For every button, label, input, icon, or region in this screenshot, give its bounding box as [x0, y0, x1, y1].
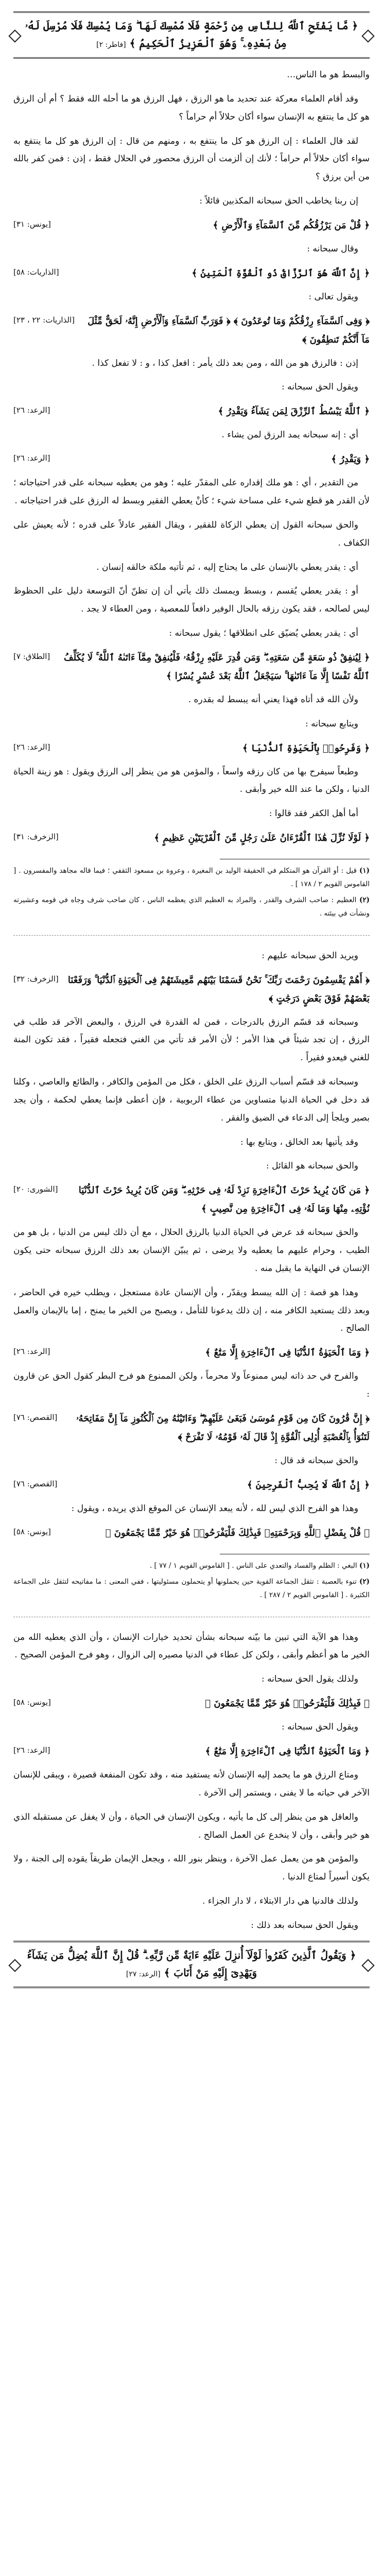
- quran-verse: [13, 216, 370, 235]
- quran-verse: [13, 1694, 370, 1713]
- paragraph: والمؤمن هو من يعمل عمل الآخرة ، وينظر بنور الله ، ويجعل الإيمان طريقاً يقوده إلى الجنة ، ولا يكون أسيراً لمتاع الدنيا .: [13, 1854, 370, 1883]
- verse-ref: [الطلاق: ٧]: [13, 651, 50, 661]
- paragraph: وسبحانه قد قسّم أسباب الرزق على الخلق ، فكل من المؤمن والكافر ، والطائع والعاصي ، وكلنا قد دخل في الحياة الدنيا متساوين من عطاء الربوبية ، فإن أعطى فإنما يعطي لحكمة ، وأن يجد بصير ويلجأ إلى الدعاء في الضيق والفقر .: [13, 1077, 370, 1123]
- paragraph: وقد يأتيها بعد الخالق ، ويتابع بها :: [240, 1137, 358, 1147]
- footnote: [13, 1575, 370, 1602]
- verse-ref: [القصص: ٧٦]: [13, 1479, 58, 1488]
- footnote-number: (٢): [359, 1578, 370, 1586]
- verse-text: ﴿ لِيُنفِقْ ذُو سَعَةٍ مِّن سَعَتِهِۦ ۖ وَمَن قُدِرَ عَلَيْهِ رِزْقُهُۥ فَلْيُنفِقْ مِمَّآ ءَاتَىٰهُ ٱللَّهُ ۚ لَا يُكَلِّفُ ٱللَّهُ نَفْسًا إِلَّا مَآ ءَاتَىٰهَا ۚ سَيَجْعَلُ ٱللَّهُ بَعْدَ عُسْرٍ يُسْرًا ﴾: [64, 652, 370, 682]
- paragraph: لقد قال العلماء : إن الرزق هو كل ما ينتفع به ، ومنهم من قال : إن الرزق هو كل ما ينتفع به سواء أكان حلالاً أم حراماً ؛ لأنك إن ألزمت أن الرزق محصور في الحلال فقط ، إذن : فمن كفر بالله من أين يرزق ؟: [13, 135, 370, 182]
- quran-verse: [13, 1742, 370, 1761]
- paragraph: ويقول الحق سبحانه :: [281, 1722, 358, 1733]
- paragraph: والبسط هو ما الناس…: [287, 70, 370, 80]
- paragraph: ويقول الحق سبحانه بعد ذلك :: [251, 1920, 358, 1930]
- paragraph: ويقول الحق سبحانه :: [281, 382, 358, 393]
- quran-verse: [13, 739, 370, 758]
- paragraph: أي : يقدر يعطي بالإنسان على ما يحتاج إليه ، ثم تأتيه ملكة خالقه إنسان .: [96, 562, 358, 572]
- quran-verse: [13, 450, 370, 469]
- verse-text: ﴿ إِنَّ ٱللَّهَ هُوَ ٱلرَّزَّاقُ ذُو ٱلْقُوَّةِ ٱلْمَتِينُ ﴾: [192, 267, 370, 279]
- verse-text: ﴿ وَمَا ٱلْحَيَوٰةُ ٱلدُّنْيَا فِى ٱلْءَاخِرَةِ إِلَّا مَتَٰعٌ ﴾: [205, 1745, 370, 1757]
- paragraph: أي : إنه سبحانه يمد الرزق لمن يشاء .: [221, 430, 358, 440]
- paragraph: إذن : فالرزق هو من الله ، ومن بعد ذلك يأمر : افعل كذا ، و : لا تفعل كذا .: [92, 358, 358, 368]
- verse-banner-bottom: [13, 1941, 370, 1988]
- verse-text: ﴿ وَيَقْدِرُ ﴾: [331, 454, 370, 465]
- verse-ref: [الذاريات: ٥٨]: [13, 267, 59, 277]
- verse-text: ﴿ لَوْلَا نُزِّلَ هَٰذَا ٱلْقُرْءَانُ عَلَىٰ رَجُلٍ مِّنَ ٱلْقَرْيَتَيْنِ عَظِيمٍ ﴾: [154, 833, 370, 844]
- quran-verse: [13, 649, 370, 686]
- quran-verse: [13, 312, 370, 349]
- quran-verse: [13, 402, 370, 421]
- verse-ref: [الرعد: ٢٦]: [13, 1347, 50, 1357]
- verse-text: ﴿ مَن كَانَ يُرِيدُ حَرْثَ ٱلْءَاخِرَةِ نَزِدْ لَهُۥ فِى حَرْثِهِۦ ۖ وَمَن كَانَ يُرِيدُ حَرْثَ ٱلدُّنْيَا نُؤْتِهِۦ مِنْهَا وَمَا لَهُۥ فِى ٱلْءَاخِرَةِ مِن نَّصِيبٍ ﴾: [78, 1185, 370, 1215]
- paragraph: وهذا هو الآية التي تبين ما بيّنه سبحانه بشأن تحديد خيارات الإنسان ، وأن الذي يعطيه الله من الخير ما هو أعظم وأبقى ، ولكن كل عطاء في الدنيا مصيره إلى الزوال ، وهو فرح المؤمن الصحيح .: [13, 1632, 370, 1660]
- footnote: [13, 865, 370, 891]
- paragraph: وهذا هو الفرح الذي ليس لله ، لأنه يبعد الإنسان عن الموقع الذي يريده ، ويقول :: [71, 1503, 358, 1514]
- verse-ref: [الرعد: ٢٦]: [13, 1745, 50, 1755]
- paragraph: وقد أقام العلماء معركة عند تحديد ما هو الرزق ، فهل الرزق هو ما أحله الله فقط ؟ أم أن الرزق هو كل ما ينتفع به الإنسان سواء أكان حلالاً أم حراماً ؟: [13, 93, 370, 122]
- paragraph: والعاقل هو من ينظر إلى كل ما يأتيه ، ويكون الإنسان في الحياة ، وأن لا يغفل عن مستقبله الذي هو خير وأبقى ، وأن لا ينخدع عن العمل الصالح .: [13, 1811, 370, 1840]
- footnote-text: البغي : الظلم والفساد والتعدي على الناس . [ القاموس القويم ١ / ٧٧ ] .: [149, 1561, 357, 1570]
- quran-verse: [13, 1181, 370, 1218]
- quran-verse: [13, 264, 370, 283]
- banner-verse-text: ﴿ مَّا يَفْتَحِ ٱللَّهُ لِلنَّاسِ مِن رَّحْمَةٍ فَلَا مُمْسِكَ لَهَا ۖ وَمَا يُمْسِكْ فَلَا مُرْسِلَ لَهُۥ مِنۢ بَعْدِهِۦ ۚ وَهُوَ ٱلْعَزِيزُ ٱلْحَكِيمُ ﴾: [25, 20, 358, 49]
- banner-verse-ref: [الرعد: ٢٧]: [126, 1970, 161, 1978]
- paragraph: والحق سبحانه القول إن يعطي الزكاة للفقير ، ويقال الفقير عادلاً على قدره ؛ لأنه يعيش على الكفاف .: [13, 519, 370, 548]
- verse-ref: [الرعد: ٢٦]: [13, 453, 50, 463]
- verse-banner-top: [13, 11, 370, 59]
- verse-text: ﴿ أَهُمْ يَقْسِمُونَ رَحْمَتَ رَبِّكَ ۚ نَحْنُ قَسَمْنَا بَيْنَهُم مَّعِيشَتَهُمْ فِى ٱلْحَيَوٰةِ ٱلدُّنْيَا ۚ وَرَفَعْنَا بَعْضَهُمْ فَوْقَ بَعْضٍ دَرَجَٰتٍ ﴾: [67, 974, 370, 1004]
- verse-ref: [الزخرف: ٣٢]: [13, 974, 59, 984]
- paragraph: ولذلك يقول الحق سبحانه :: [261, 1674, 358, 1685]
- footnote-number: (١): [359, 1561, 370, 1570]
- paragraph: إن ربنا يخاطب الحق سبحانه المكذبين قائلاً :: [199, 196, 358, 207]
- quran-verse: [13, 1524, 370, 1543]
- verse-text: ﴿ إِنَّ قَٰرُونَ كَانَ مِن قَوْمِ مُوسَىٰ فَبَغَىٰ عَلَيْهِمْ ۖ وَءَاتَيْنَٰهُ مِنَ ٱلْكُنُوزِ مَآ إِنَّ مَفَاتِحَهُۥ لَتَنُوٓأُ بِٱلْعُصْبَةِ أُو۟لِى ٱلْقُوَّةِ إِذْ قَالَ لَهُۥ قَوْمُهُۥ لَا تَفْرَحْ ﴾: [76, 1413, 370, 1443]
- paragraph: ويقول تعالى :: [308, 291, 358, 302]
- quran-verse: [13, 1410, 370, 1447]
- verse-text: ﴿ فَبِذَٰلِكَ فَلْيَفْرَحُوا۟ هُوَ خَيْرٌ مِّمَّا يَجْمَعُونَ ﴾: [205, 1698, 370, 1709]
- verse-text: ﴿ قُلْ مَن يَرْزُقُكُم مِّنَ ٱلسَّمَآءِ وَٱلْأَرْضِ ﴾: [213, 219, 370, 231]
- paragraph: أما أهل الكفر فقد قالوا :: [269, 808, 358, 819]
- footnote-number: (١): [359, 867, 370, 875]
- banner-verse-text: ﴿ وَيَقُولُ ٱلَّذِينَ كَفَرُوا۟ لَوْلَآ أُنزِلَ عَلَيْهِ ءَايَةٌ مِّن رَّبِّهِۦ ۗ قُلْ إِنَّ ٱللَّهَ يُضِلُّ مَن يَشَآءُ وَيَهْدِىٓ إِلَيْهِ مَنْ أَنَابَ ﴾: [27, 1948, 356, 1979]
- paragraph: من التقدير ، أي : هو ملك إقداره على المقدّر عليه ؛ وهو من يعطيه سبحانه على قدر احتياجاته ؛ لأن القدر هو قطع شيء على مساحة شيء ؛ كأنْ يعطي الفقير وبسط له الرزق على قدر احتياجاته .: [13, 478, 370, 506]
- verse-ref: [الزخرف: ٣١]: [13, 832, 59, 842]
- quran-verse: [13, 829, 370, 848]
- banner-verse-ref: [فاطر: ٢]: [96, 41, 126, 49]
- verse-ref: [الشورى: ٢٠]: [13, 1184, 58, 1194]
- paragraph: أو : يقدر يعطي يُقسم ، وبسط ويمسك ذلك يأتي أن إن تظنّ أنّ التوسعة دليل على الحظوظ ليس لصالحه ، فقد يكون رزقه بالحال الوفير دافعاً للمعصية ، ومن العطاء لا يجد .: [13, 586, 370, 615]
- verse-ref: [يونس: ٣١]: [13, 219, 51, 229]
- footnote: [13, 894, 370, 920]
- verse-ref: [القصص: ٧٦]: [13, 1413, 58, 1422]
- quran-verse: [13, 1344, 370, 1362]
- quran-verse: [13, 971, 370, 1008]
- verse-text: ﴿ قُلْ بِفَضْلِ ٱللَّهِ وَبِرَحْمَتِهِۦ فَبِذَٰلِكَ فَلْيَفْرَحُوا۟ هُوَ خَيْرٌ مِّمَّا يَجْمَعُونَ ﴾: [105, 1527, 370, 1538]
- footnote-text: العظيم : صاحب الشرف والقدر ، والمراد به العظيم الذي يعظمه الناس ، كان صاحب شرف وجاه في قومه وعشيرته ونشأت في بيئته .: [13, 896, 370, 918]
- verse-text: ﴿ ٱللَّهُ يَبْسُطُ ٱلرِّزْقَ لِمَن يَشَآءُ وَيَقْدِرُ ﴾: [218, 406, 370, 417]
- verse-ref: [يونس: ٥٨]: [13, 1698, 51, 1707]
- paragraph: وسبحانه قد قسّم الرزق بالدرجات ، فمن له القدرة في الرزق ، والبعض الآخر قد طلب في الرزق ، إن تجد شيئاً في هذا الأمر ؛ لأن الأمر قد تأتي من الغني فتجعله فقيراً ، فقد تكون المنة للغني فيعدو فقيراً .: [13, 1016, 370, 1063]
- paragraph: والحق سبحانه قد قال :: [274, 1455, 358, 1466]
- verse-ref: [الرعد: ٢٦]: [13, 405, 50, 415]
- paragraph: والحق سبحانه قد عرض في الحياة الدنيا بالرزق الحلال ، مع أن ذلك ليس من الدنيا ، بل هو من الطيب ، وحرام عليهم ما يعطيه ولا يرضى ، ثم يبيّن الإنسان بعد ذلك الرزق سبحانه حتى يكون الإنسان في النهاية ما يقبل منه .: [13, 1227, 370, 1274]
- paragraph: وطبعاً سيفرح بها من كان رزقه واسعاً ، والمؤمن هو من ينظر إلى الرزق ويقول : هو زينة الحياة الدنيا ، ولكن ما عند الله خير وأبقى .: [13, 766, 370, 795]
- footnote-text: تنوء بالعصبة : تثقل الجماعة القوية حين يحملونها أو يتحملون مسئوليتها ، ففي المعنى : ما مفاتيحه لتثقل على الجماعة الكثيرة . [ القاموس القويم ٢ / ٢٨٧ ] .: [13, 1578, 370, 1599]
- verse-ref: [الرعد: ٢٦]: [13, 742, 50, 752]
- paragraph: ولأن الله قد أتاه فهذا يعني أنه يبسط له بقدره .: [188, 694, 358, 705]
- page-separator: [13, 935, 370, 936]
- verse-text: ﴿ وَفَرِحُوا۟ بِٱلْحَيَوٰةِ ٱلدُّنْيَا ﴾: [242, 742, 370, 754]
- paragraph: وقال سبحانه :: [307, 243, 358, 254]
- quran-verse: [13, 1476, 370, 1495]
- footnote: [13, 1560, 370, 1573]
- verse-text: ﴿ إِنَّ ٱللَّهَ لَا يُحِبُّ ٱلْفَرِحِينَ ﴾: [247, 1479, 370, 1490]
- paragraph: ولذلك فالدنيا هي دار الابتلاء ، لا دار الجزاء .: [202, 1896, 358, 1907]
- paragraph: ويتابع سبحانه :: [305, 718, 358, 729]
- footnote-text: قيل : أو القرآن هو المتكلم في الحقيقة الوليد بن المغيرة ، وعروة بن مسعود الثقفي ؛ فيما قاله مجاهد والمفسرون . [ القاموس القويم ٢ / ١٧٨ ] .: [13, 867, 370, 888]
- paragraph: أي : يقدر يعطي يُضيّق على انطلاقها ؛ يقول سبحانه :: [169, 628, 358, 639]
- footnote-number: (٢): [359, 896, 370, 905]
- paragraph: وهذا هو قصة : إن الله يبسط ويقدّر ، وأن الإنسان عادة مستعجل ، ويطلب خيره في الحاضر ، وبعد ذلك يستعيد الكافر منه ، إن ذلك يدعونا للتأمل ، ويصبح من الخير ما يمنح ، إما بالإيمان والعمل الصالح .: [13, 1287, 370, 1334]
- paragraph: ومتاع الرزق هو ما يحمد إليه الإنسان لأنه يستفيد منه ، وقد تكون المنفعة قصيرة ، ويبقى للإنسان الآخر في حياته ما لا يفنى ، ويستمر إلى الآخرة .: [13, 1769, 370, 1798]
- verse-text: ﴿ وَفِى ٱلسَّمَآءِ رِزْقُكُمْ وَمَا تُوعَدُونَ ﴾ ﴿ فَوَرَبِّ ٱلسَّمَآءِ وَٱلْأَرْضِ إِنَّهُۥ لَحَقٌّ مِّثْلَ مَآ أَنَّكُمْ تَنطِقُونَ ﴾: [88, 315, 370, 345]
- verse-ref: [الذاريات: ٢٢ ، ٢٣]: [13, 315, 75, 325]
- paragraph: والحق سبحانه هو القائل :: [266, 1161, 358, 1172]
- verse-ref: [يونس: ٥٨]: [13, 1527, 51, 1536]
- paragraph: والفرح في حد ذاته ليس ممنوعاً ولا محرماً ، ولكن الممنوع هو فرح البطر كقول الحق عن قارون :: [13, 1371, 370, 1400]
- paragraph: ويريد الحق سبحانه عليهم :: [262, 950, 358, 961]
- verse-text: ﴿ وَمَا ٱلْحَيَوٰةُ ٱلدُّنْيَا فِى ٱلْءَاخِرَةِ إِلَّا مَتَٰعٌ ﴾: [205, 1347, 370, 1359]
